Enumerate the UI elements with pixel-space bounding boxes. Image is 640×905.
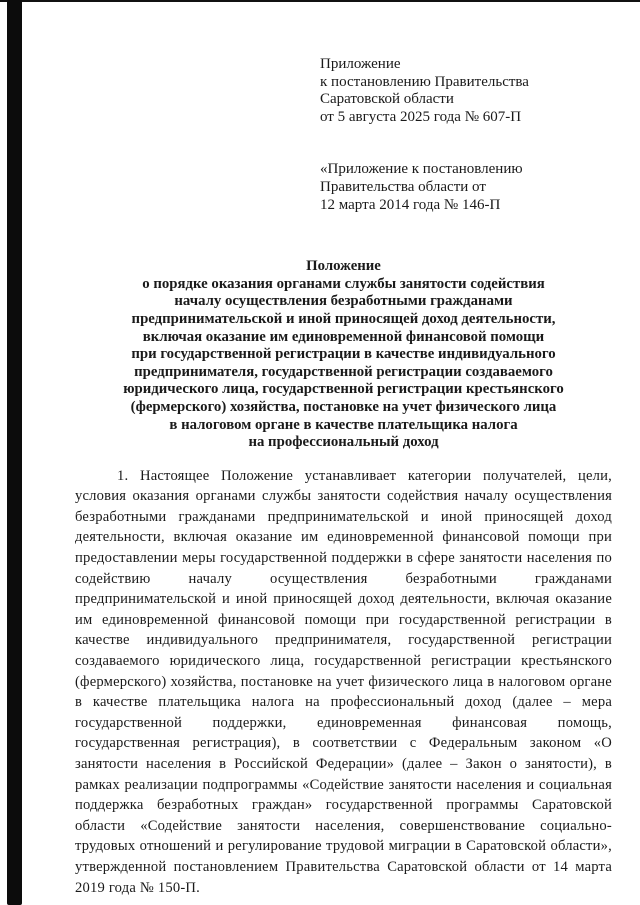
annex1-line: Саратовской области [320, 91, 454, 108]
title-line: предпринимательской и иной приносящей доход деятельности, [131, 310, 556, 327]
annex2-line: Правительства области от [320, 178, 486, 195]
annex-reference-original [320, 161, 612, 214]
title-line: юридического лица, государственной регистрации крестьянского [123, 381, 564, 398]
title-line: (фермерского) хозяйства, постановке на учет физического лица [130, 398, 557, 415]
annex1-line: от 5 августа 2025 года № 607-П [320, 108, 522, 125]
scan-left-edge-bar [7, 0, 22, 905]
body-paragraph-1: 1. Настоящее Положение устанавливает категории получателей, цели, условия оказания органами службы занятости содействия началу осуществления безработными гражданами предпринимательской и иной приносящей доход деятельности, включая оказание им единовременной финансовой помощи при предоставлении меры государственной поддержки в сфере занятости населения по содействию началу осуществления безработными гражданами предпринимательской и иной приносящей доход деятельности, включая оказание им единовременной финансовой помощи при государственной регистрации в качестве индивидуального предпринимателя, государственной регистрации создаваемого юридического лица, государственной регистрации крестьянского (фермерского) хозяйства, постановке на учет физического лица в налоговом органе в качестве плательщика налога на профессиональный доход (далее – мера государственной поддержки, единовременная финансовая помощь, государственная регистрация), в соответствии с Федеральным законом «О занятости населения в Российской Федерации» (далее – Закон о занятости), в рамках реализации подпрограммы «Содействие занятости населения и социальная поддержка безработных граждан» государственной программы Саратовской области «Содействие занятости населения, совершенствование социально-трудовых отношений и регулирование трудовой миграции в Саратовской области», утвержденной постановлением Правительства Саратовской области от 14 марта 2019 года № 150-П. [75, 467, 612, 896]
title-line: началу осуществления безработными гражданами [174, 293, 513, 310]
title-line: Положение [306, 258, 381, 275]
annex-reference-current [320, 56, 612, 126]
annex1-line: Приложение [320, 56, 401, 72]
title-line: на профессиональный доход [248, 434, 439, 451]
title-line: о порядке оказания органами службы занятости содействия [142, 275, 545, 292]
title-line: включая оказание им единовременной финансовой помощи [142, 328, 545, 345]
annex1-line: к постановлению Правительства [320, 73, 529, 90]
annex2-line: «Приложение к постановлению [320, 161, 523, 178]
title-line: в налоговом органе в качестве плательщика налога [169, 416, 518, 433]
annex2-line: 12 марта 2014 года № 146-П [320, 196, 501, 213]
title-line: предпринимателя, государственной регистрации создаваемого [134, 363, 553, 380]
document-title [75, 258, 612, 452]
page-content [75, 0, 612, 898]
title-line: при государственной регистрации в качестве индивидуального [131, 346, 556, 363]
